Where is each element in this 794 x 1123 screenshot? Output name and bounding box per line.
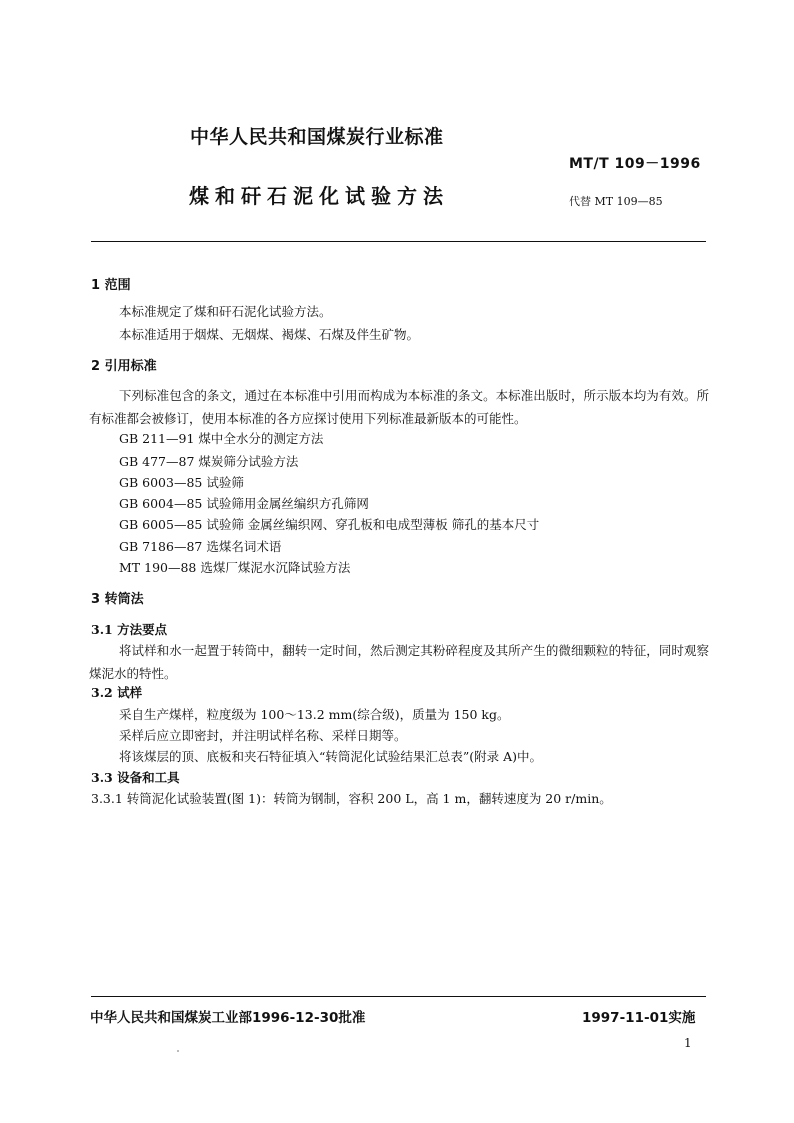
section-2-intro: 下列标准包含的条文，通过在本标准中引用而构成为本标准的条文。本标准出版时，所示版本均为有效。所有标准都会被修订，使用本标准的各方应探讨使用下列标准最新版本的可能性。 <box>89 388 709 426</box>
page-number: 1 <box>684 1036 692 1050</box>
reference-item: GB 211—91 煤中全水分的测定方法 <box>119 431 324 446</box>
reference-item: GB 6004—85 试验筛用金属丝编织方孔筛网 <box>119 496 369 511</box>
reference-item: MT 190—88 选煤厂煤泥水沉降试验方法 <box>119 560 351 575</box>
issuing-body: 中华人民共和国煤炭行业标准 <box>190 126 444 148</box>
section-3-3-1-text: 3.3.1 转筒泥化试验装置(图 1)：转筒为钢制，容积 200 L，高 1 m，翻转速度为 20 r/min。 <box>91 791 612 806</box>
section-3-2-line: 采样后应立即密封，并注明试样名称、采样日期等。 <box>119 728 407 743</box>
header-divider <box>91 241 706 242</box>
footer-divider <box>91 996 706 997</box>
scan-speck <box>177 1050 179 1052</box>
reference-item: GB 477—87 煤炭筛分试验方法 <box>119 454 299 469</box>
section-2-heading: 2 引用标准 <box>91 359 157 374</box>
section-3-heading: 3 转筒法 <box>91 592 144 607</box>
document-title: 煤和矸石泥化试验方法 <box>189 184 449 208</box>
approval-line: 中华人民共和国煤炭工业部1996-12-30批准 <box>90 1010 366 1026</box>
section-1-heading: 1 范围 <box>91 278 131 293</box>
effective-date: 1997-11-01实施 <box>582 1010 696 1026</box>
section-3-1-text: 将试样和水一起置于转筒中，翻转一定时间，然后测定其粉碎程度及其所产生的微细颗粒的特征，同时观察煤泥水的特性。 <box>89 643 709 681</box>
replaces-note: 代替 MT 109—85 <box>569 195 663 208</box>
reference-item: GB 6005—85 试验筛 金属丝编织网、穿孔板和电成型薄板 筛孔的基本尺寸 <box>119 517 540 532</box>
reference-item: GB 7186—87 选煤名词术语 <box>119 539 282 554</box>
section-3-2-line: 将该煤层的顶、底板和夹石特征填入“转筒泥化试验结果汇总表”(附录 A)中。 <box>119 749 543 764</box>
section-1-line-1: 本标准规定了煤和矸石泥化试验方法。 <box>119 304 332 319</box>
section-3-1-heading: 3.1 方法要点 <box>91 622 168 637</box>
standard-code: MT/T 109－1996 <box>569 156 701 172</box>
section-3-3-heading: 3.3 设备和工具 <box>91 770 180 785</box>
section-1-line-2: 本标准适用于烟煤、无烟煤、褐煤、石煤及伴生矿物。 <box>119 327 420 342</box>
section-3-2-line: 采自生产煤样，粒度级为 100～13.2 mm(综合级)，质量为 150 kg。 <box>119 707 510 722</box>
section-3-2-heading: 3.2 试样 <box>91 685 143 700</box>
reference-item: GB 6003—85 试验筛 <box>119 475 244 490</box>
